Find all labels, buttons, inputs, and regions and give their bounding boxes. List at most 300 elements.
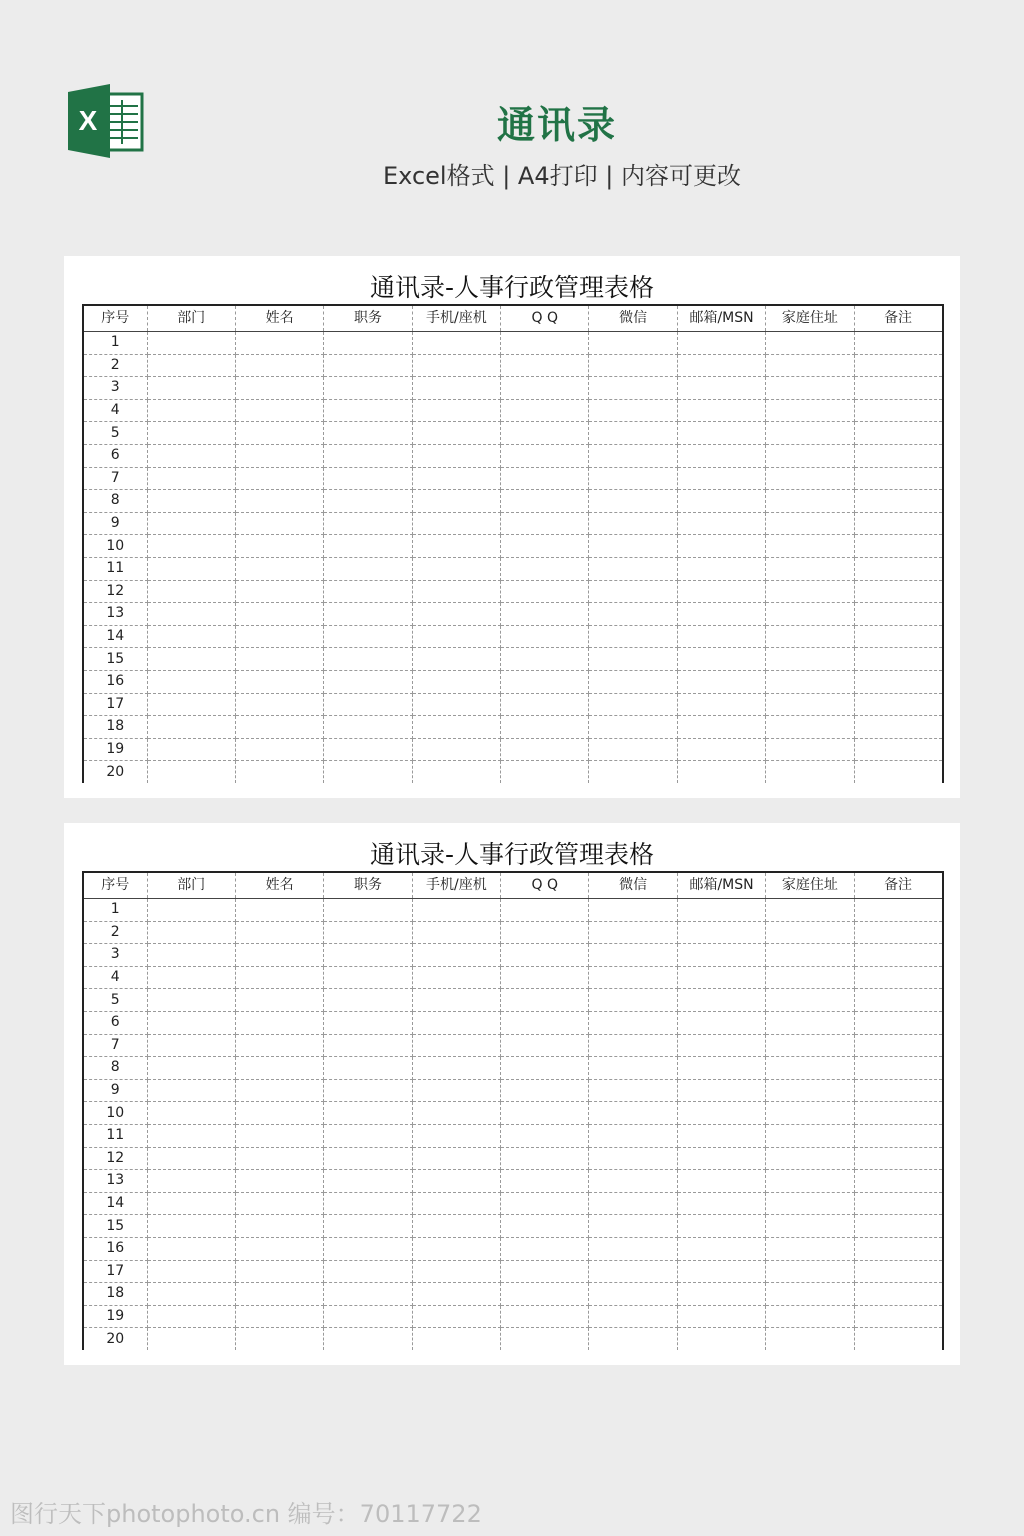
empty-cell[interactable]	[324, 966, 412, 989]
empty-cell[interactable]	[854, 1283, 942, 1306]
empty-cell[interactable]	[501, 693, 589, 716]
empty-cell[interactable]	[589, 1283, 677, 1306]
empty-cell[interactable]	[766, 1215, 854, 1238]
empty-cell[interactable]	[147, 625, 235, 648]
empty-cell[interactable]	[324, 535, 412, 558]
empty-cell[interactable]	[854, 1237, 942, 1260]
empty-cell[interactable]	[589, 1147, 677, 1170]
empty-cell[interactable]	[677, 1079, 765, 1102]
empty-cell[interactable]	[501, 1305, 589, 1328]
empty-cell[interactable]	[235, 738, 323, 761]
empty-cell[interactable]	[324, 899, 412, 922]
empty-cell[interactable]	[854, 1260, 942, 1283]
empty-cell[interactable]	[501, 422, 589, 445]
empty-cell[interactable]	[235, 989, 323, 1012]
empty-cell[interactable]	[589, 1260, 677, 1283]
empty-cell[interactable]	[589, 399, 677, 422]
empty-cell[interactable]	[501, 444, 589, 467]
empty-cell[interactable]	[501, 989, 589, 1012]
empty-cell[interactable]	[501, 944, 589, 967]
empty-cell[interactable]	[501, 557, 589, 580]
empty-cell[interactable]	[501, 761, 589, 783]
empty-cell[interactable]	[766, 1034, 854, 1057]
empty-cell[interactable]	[235, 490, 323, 513]
empty-cell[interactable]	[501, 716, 589, 739]
empty-cell[interactable]	[501, 354, 589, 377]
empty-cell[interactable]	[589, 944, 677, 967]
empty-cell[interactable]	[854, 332, 942, 355]
empty-cell[interactable]	[235, 1147, 323, 1170]
empty-cell[interactable]	[854, 1215, 942, 1238]
empty-cell[interactable]	[501, 377, 589, 400]
empty-cell[interactable]	[589, 1237, 677, 1260]
empty-cell[interactable]	[147, 422, 235, 445]
empty-cell[interactable]	[677, 1237, 765, 1260]
empty-cell[interactable]	[501, 399, 589, 422]
empty-cell[interactable]	[589, 354, 677, 377]
empty-cell[interactable]	[677, 716, 765, 739]
empty-cell[interactable]	[324, 670, 412, 693]
empty-cell[interactable]	[412, 467, 500, 490]
empty-cell[interactable]	[854, 1011, 942, 1034]
empty-cell[interactable]	[589, 1170, 677, 1193]
empty-cell[interactable]	[677, 490, 765, 513]
empty-cell[interactable]	[677, 1147, 765, 1170]
empty-cell[interactable]	[235, 1034, 323, 1057]
empty-cell[interactable]	[235, 354, 323, 377]
empty-cell[interactable]	[766, 670, 854, 693]
empty-cell[interactable]	[766, 332, 854, 355]
empty-cell[interactable]	[324, 603, 412, 626]
empty-cell[interactable]	[412, 1328, 500, 1350]
empty-cell[interactable]	[147, 377, 235, 400]
empty-cell[interactable]	[412, 535, 500, 558]
empty-cell[interactable]	[854, 989, 942, 1012]
empty-cell[interactable]	[235, 512, 323, 535]
empty-cell[interactable]	[854, 1034, 942, 1057]
empty-cell[interactable]	[235, 1305, 323, 1328]
empty-cell[interactable]	[589, 580, 677, 603]
empty-cell[interactable]	[147, 738, 235, 761]
empty-cell[interactable]	[501, 1170, 589, 1193]
empty-cell[interactable]	[501, 1147, 589, 1170]
empty-cell[interactable]	[235, 535, 323, 558]
empty-cell[interactable]	[412, 1079, 500, 1102]
empty-cell[interactable]	[677, 738, 765, 761]
empty-cell[interactable]	[589, 1192, 677, 1215]
empty-cell[interactable]	[412, 648, 500, 671]
empty-cell[interactable]	[412, 399, 500, 422]
empty-cell[interactable]	[854, 1124, 942, 1147]
empty-cell[interactable]	[766, 490, 854, 513]
empty-cell[interactable]	[677, 377, 765, 400]
empty-cell[interactable]	[324, 490, 412, 513]
empty-cell[interactable]	[854, 1147, 942, 1170]
empty-cell[interactable]	[412, 761, 500, 783]
empty-cell[interactable]	[677, 332, 765, 355]
empty-cell[interactable]	[147, 1147, 235, 1170]
empty-cell[interactable]	[501, 899, 589, 922]
empty-cell[interactable]	[324, 716, 412, 739]
empty-cell[interactable]	[589, 693, 677, 716]
empty-cell[interactable]	[677, 1260, 765, 1283]
empty-cell[interactable]	[854, 761, 942, 783]
empty-cell[interactable]	[324, 1124, 412, 1147]
empty-cell[interactable]	[766, 422, 854, 445]
empty-cell[interactable]	[147, 399, 235, 422]
empty-cell[interactable]	[324, 1192, 412, 1215]
empty-cell[interactable]	[235, 1011, 323, 1034]
empty-cell[interactable]	[589, 1328, 677, 1350]
empty-cell[interactable]	[766, 921, 854, 944]
empty-cell[interactable]	[589, 921, 677, 944]
empty-cell[interactable]	[235, 422, 323, 445]
empty-cell[interactable]	[589, 1079, 677, 1102]
empty-cell[interactable]	[235, 761, 323, 783]
empty-cell[interactable]	[147, 1328, 235, 1350]
empty-cell[interactable]	[677, 944, 765, 967]
empty-cell[interactable]	[412, 1192, 500, 1215]
empty-cell[interactable]	[589, 670, 677, 693]
empty-cell[interactable]	[589, 490, 677, 513]
empty-cell[interactable]	[324, 1102, 412, 1125]
empty-cell[interactable]	[766, 693, 854, 716]
empty-cell[interactable]	[501, 1237, 589, 1260]
empty-cell[interactable]	[412, 1170, 500, 1193]
empty-cell[interactable]	[677, 399, 765, 422]
empty-cell[interactable]	[854, 1170, 942, 1193]
empty-cell[interactable]	[766, 625, 854, 648]
empty-cell[interactable]	[501, 670, 589, 693]
empty-cell[interactable]	[147, 1011, 235, 1034]
empty-cell[interactable]	[412, 1237, 500, 1260]
empty-cell[interactable]	[766, 399, 854, 422]
empty-cell[interactable]	[589, 444, 677, 467]
empty-cell[interactable]	[324, 580, 412, 603]
empty-cell[interactable]	[235, 444, 323, 467]
empty-cell[interactable]	[412, 1260, 500, 1283]
empty-cell[interactable]	[324, 738, 412, 761]
empty-cell[interactable]	[766, 467, 854, 490]
empty-cell[interactable]	[766, 1011, 854, 1034]
empty-cell[interactable]	[766, 512, 854, 535]
empty-cell[interactable]	[854, 648, 942, 671]
empty-cell[interactable]	[501, 1102, 589, 1125]
empty-cell[interactable]	[412, 557, 500, 580]
empty-cell[interactable]	[324, 467, 412, 490]
empty-cell[interactable]	[589, 1057, 677, 1080]
empty-cell[interactable]	[235, 377, 323, 400]
empty-cell[interactable]	[235, 1260, 323, 1283]
empty-cell[interactable]	[766, 966, 854, 989]
empty-cell[interactable]	[501, 1215, 589, 1238]
empty-cell[interactable]	[147, 648, 235, 671]
empty-cell[interactable]	[412, 1283, 500, 1306]
empty-cell[interactable]	[854, 1192, 942, 1215]
empty-cell[interactable]	[766, 1328, 854, 1350]
empty-cell[interactable]	[412, 1147, 500, 1170]
empty-cell[interactable]	[766, 899, 854, 922]
empty-cell[interactable]	[766, 738, 854, 761]
empty-cell[interactable]	[147, 444, 235, 467]
empty-cell[interactable]	[324, 648, 412, 671]
empty-cell[interactable]	[854, 467, 942, 490]
empty-cell[interactable]	[766, 716, 854, 739]
empty-cell[interactable]	[501, 1034, 589, 1057]
empty-cell[interactable]	[589, 377, 677, 400]
empty-cell[interactable]	[854, 490, 942, 513]
empty-cell[interactable]	[854, 625, 942, 648]
empty-cell[interactable]	[677, 1102, 765, 1125]
empty-cell[interactable]	[412, 580, 500, 603]
empty-cell[interactable]	[501, 738, 589, 761]
empty-cell[interactable]	[412, 670, 500, 693]
empty-cell[interactable]	[501, 467, 589, 490]
empty-cell[interactable]	[766, 1237, 854, 1260]
empty-cell[interactable]	[766, 377, 854, 400]
empty-cell[interactable]	[501, 512, 589, 535]
empty-cell[interactable]	[412, 989, 500, 1012]
empty-cell[interactable]	[766, 761, 854, 783]
empty-cell[interactable]	[589, 603, 677, 626]
empty-cell[interactable]	[677, 512, 765, 535]
empty-cell[interactable]	[235, 332, 323, 355]
empty-cell[interactable]	[854, 716, 942, 739]
empty-cell[interactable]	[589, 625, 677, 648]
empty-cell[interactable]	[677, 1305, 765, 1328]
empty-cell[interactable]	[589, 966, 677, 989]
empty-cell[interactable]	[589, 1034, 677, 1057]
empty-cell[interactable]	[324, 444, 412, 467]
empty-cell[interactable]	[324, 1079, 412, 1102]
empty-cell[interactable]	[677, 580, 765, 603]
empty-cell[interactable]	[854, 399, 942, 422]
empty-cell[interactable]	[589, 1124, 677, 1147]
empty-cell[interactable]	[235, 966, 323, 989]
empty-cell[interactable]	[589, 557, 677, 580]
empty-cell[interactable]	[412, 422, 500, 445]
empty-cell[interactable]	[147, 557, 235, 580]
empty-cell[interactable]	[235, 944, 323, 967]
empty-cell[interactable]	[235, 1057, 323, 1080]
empty-cell[interactable]	[677, 1215, 765, 1238]
empty-cell[interactable]	[854, 377, 942, 400]
empty-cell[interactable]	[677, 625, 765, 648]
empty-cell[interactable]	[501, 580, 589, 603]
empty-cell[interactable]	[501, 603, 589, 626]
empty-cell[interactable]	[412, 332, 500, 355]
empty-cell[interactable]	[324, 1237, 412, 1260]
empty-cell[interactable]	[412, 944, 500, 967]
empty-cell[interactable]	[589, 761, 677, 783]
empty-cell[interactable]	[235, 693, 323, 716]
empty-cell[interactable]	[412, 921, 500, 944]
empty-cell[interactable]	[854, 899, 942, 922]
empty-cell[interactable]	[501, 1124, 589, 1147]
empty-cell[interactable]	[501, 1192, 589, 1215]
empty-cell[interactable]	[677, 1124, 765, 1147]
empty-cell[interactable]	[412, 603, 500, 626]
empty-cell[interactable]	[766, 944, 854, 967]
empty-cell[interactable]	[766, 1170, 854, 1193]
empty-cell[interactable]	[766, 989, 854, 1012]
empty-cell[interactable]	[235, 1192, 323, 1215]
empty-cell[interactable]	[501, 966, 589, 989]
empty-cell[interactable]	[324, 1057, 412, 1080]
empty-cell[interactable]	[766, 1102, 854, 1125]
empty-cell[interactable]	[235, 467, 323, 490]
empty-cell[interactable]	[501, 1057, 589, 1080]
empty-cell[interactable]	[324, 1215, 412, 1238]
empty-cell[interactable]	[589, 422, 677, 445]
empty-cell[interactable]	[235, 1102, 323, 1125]
empty-cell[interactable]	[501, 490, 589, 513]
empty-cell[interactable]	[412, 1011, 500, 1034]
empty-cell[interactable]	[235, 899, 323, 922]
empty-cell[interactable]	[147, 1057, 235, 1080]
empty-cell[interactable]	[147, 1079, 235, 1102]
empty-cell[interactable]	[324, 1147, 412, 1170]
empty-cell[interactable]	[854, 1057, 942, 1080]
empty-cell[interactable]	[501, 921, 589, 944]
empty-cell[interactable]	[324, 625, 412, 648]
empty-cell[interactable]	[501, 1011, 589, 1034]
empty-cell[interactable]	[854, 1102, 942, 1125]
empty-cell[interactable]	[766, 648, 854, 671]
empty-cell[interactable]	[854, 444, 942, 467]
empty-cell[interactable]	[235, 1328, 323, 1350]
empty-cell[interactable]	[324, 1260, 412, 1283]
empty-cell[interactable]	[412, 444, 500, 467]
empty-cell[interactable]	[766, 1305, 854, 1328]
empty-cell[interactable]	[235, 1170, 323, 1193]
empty-cell[interactable]	[677, 467, 765, 490]
empty-cell[interactable]	[854, 921, 942, 944]
empty-cell[interactable]	[501, 625, 589, 648]
empty-cell[interactable]	[147, 1237, 235, 1260]
empty-cell[interactable]	[677, 670, 765, 693]
empty-cell[interactable]	[854, 512, 942, 535]
empty-cell[interactable]	[324, 1305, 412, 1328]
empty-cell[interactable]	[147, 467, 235, 490]
empty-cell[interactable]	[147, 332, 235, 355]
empty-cell[interactable]	[677, 557, 765, 580]
empty-cell[interactable]	[324, 761, 412, 783]
empty-cell[interactable]	[147, 1034, 235, 1057]
empty-cell[interactable]	[147, 670, 235, 693]
empty-cell[interactable]	[677, 693, 765, 716]
empty-cell[interactable]	[854, 966, 942, 989]
empty-cell[interactable]	[854, 580, 942, 603]
empty-cell[interactable]	[235, 399, 323, 422]
empty-cell[interactable]	[324, 1328, 412, 1350]
empty-cell[interactable]	[854, 354, 942, 377]
empty-cell[interactable]	[324, 693, 412, 716]
empty-cell[interactable]	[147, 921, 235, 944]
empty-cell[interactable]	[677, 761, 765, 783]
empty-cell[interactable]	[147, 1305, 235, 1328]
empty-cell[interactable]	[235, 625, 323, 648]
empty-cell[interactable]	[501, 1283, 589, 1306]
empty-cell[interactable]	[324, 921, 412, 944]
empty-cell[interactable]	[854, 422, 942, 445]
empty-cell[interactable]	[235, 603, 323, 626]
empty-cell[interactable]	[147, 354, 235, 377]
empty-cell[interactable]	[324, 332, 412, 355]
empty-cell[interactable]	[147, 535, 235, 558]
empty-cell[interactable]	[324, 1170, 412, 1193]
empty-cell[interactable]	[147, 1102, 235, 1125]
empty-cell[interactable]	[412, 1057, 500, 1080]
empty-cell[interactable]	[766, 1079, 854, 1102]
empty-cell[interactable]	[235, 1283, 323, 1306]
empty-cell[interactable]	[412, 716, 500, 739]
empty-cell[interactable]	[589, 989, 677, 1012]
empty-cell[interactable]	[854, 557, 942, 580]
empty-cell[interactable]	[235, 648, 323, 671]
empty-cell[interactable]	[854, 1079, 942, 1102]
empty-cell[interactable]	[766, 1057, 854, 1080]
empty-cell[interactable]	[147, 966, 235, 989]
empty-cell[interactable]	[766, 1283, 854, 1306]
empty-cell[interactable]	[677, 1011, 765, 1034]
empty-cell[interactable]	[412, 512, 500, 535]
empty-cell[interactable]	[766, 603, 854, 626]
empty-cell[interactable]	[854, 944, 942, 967]
empty-cell[interactable]	[147, 1260, 235, 1283]
empty-cell[interactable]	[147, 1283, 235, 1306]
empty-cell[interactable]	[147, 1192, 235, 1215]
empty-cell[interactable]	[677, 1283, 765, 1306]
empty-cell[interactable]	[677, 989, 765, 1012]
empty-cell[interactable]	[854, 1328, 942, 1350]
empty-cell[interactable]	[766, 1192, 854, 1215]
empty-cell[interactable]	[589, 738, 677, 761]
empty-cell[interactable]	[324, 422, 412, 445]
empty-cell[interactable]	[589, 716, 677, 739]
empty-cell[interactable]	[147, 512, 235, 535]
empty-cell[interactable]	[324, 1283, 412, 1306]
empty-cell[interactable]	[147, 899, 235, 922]
empty-cell[interactable]	[677, 648, 765, 671]
empty-cell[interactable]	[235, 716, 323, 739]
empty-cell[interactable]	[147, 989, 235, 1012]
empty-cell[interactable]	[501, 1260, 589, 1283]
empty-cell[interactable]	[235, 1079, 323, 1102]
empty-cell[interactable]	[854, 738, 942, 761]
empty-cell[interactable]	[412, 625, 500, 648]
empty-cell[interactable]	[501, 648, 589, 671]
empty-cell[interactable]	[677, 535, 765, 558]
empty-cell[interactable]	[147, 490, 235, 513]
empty-cell[interactable]	[766, 535, 854, 558]
empty-cell[interactable]	[766, 1124, 854, 1147]
empty-cell[interactable]	[412, 1124, 500, 1147]
empty-cell[interactable]	[589, 1102, 677, 1125]
empty-cell[interactable]	[677, 966, 765, 989]
empty-cell[interactable]	[501, 332, 589, 355]
empty-cell[interactable]	[677, 1170, 765, 1193]
empty-cell[interactable]	[412, 377, 500, 400]
empty-cell[interactable]	[854, 693, 942, 716]
empty-cell[interactable]	[324, 557, 412, 580]
empty-cell[interactable]	[147, 716, 235, 739]
empty-cell[interactable]	[501, 535, 589, 558]
empty-cell[interactable]	[412, 1102, 500, 1125]
empty-cell[interactable]	[412, 1215, 500, 1238]
empty-cell[interactable]	[324, 1034, 412, 1057]
empty-cell[interactable]	[324, 1011, 412, 1034]
